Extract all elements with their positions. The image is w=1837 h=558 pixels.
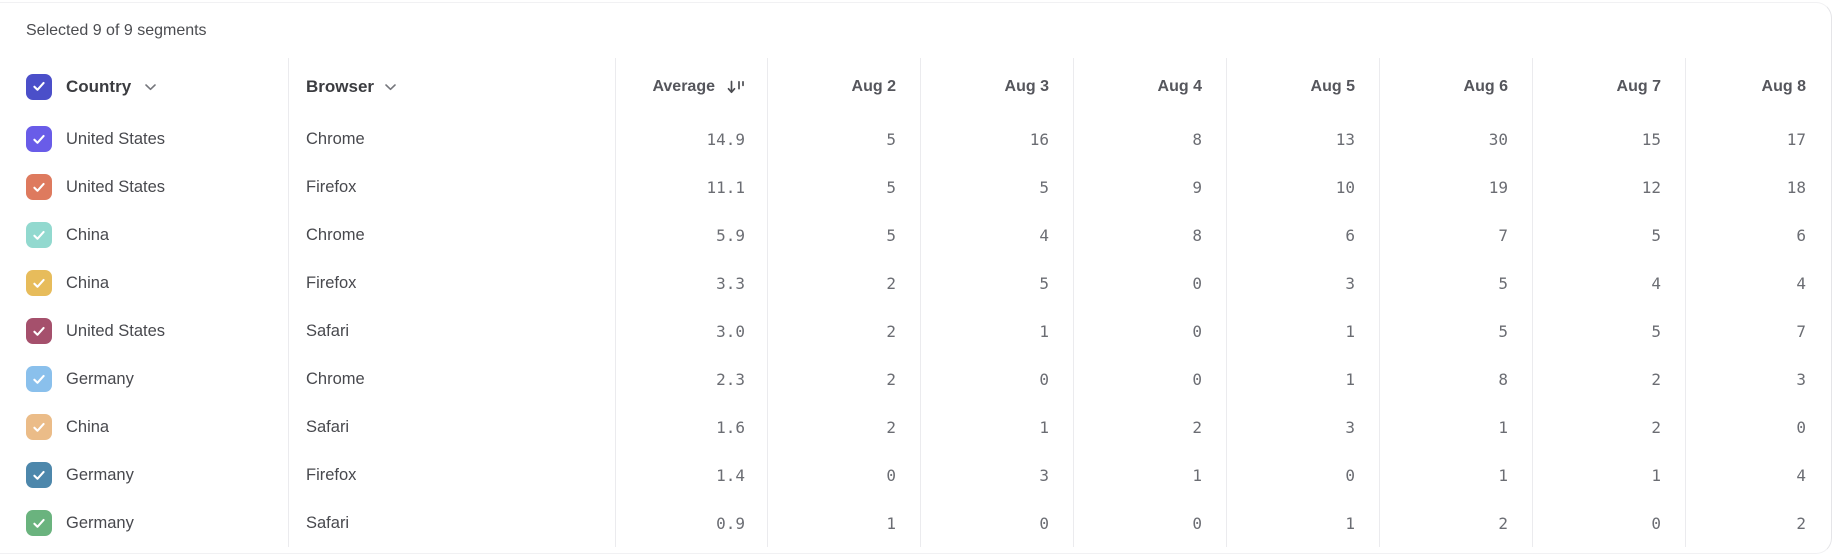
- check-icon: [32, 81, 46, 92]
- row-checkbox[interactable]: [26, 318, 52, 344]
- check-icon: [32, 182, 46, 193]
- date-header-cell: [1685, 58, 1830, 115]
- select-all-checkbox[interactable]: [26, 74, 52, 100]
- value-cell: 5: [1532, 211, 1685, 259]
- value-cell: 3: [1226, 403, 1379, 451]
- value-cell: 0: [920, 355, 1073, 403]
- check-icon: [32, 230, 46, 241]
- check-icon: [32, 518, 46, 529]
- value-cell: 1: [1379, 451, 1532, 499]
- value-cell: 0: [767, 451, 920, 499]
- value-cell: 2: [767, 403, 920, 451]
- country-cell: [0, 499, 288, 547]
- row-checkbox[interactable]: [26, 174, 52, 200]
- table-row: [0, 259, 1830, 307]
- value-cell: 2: [1532, 403, 1685, 451]
- browser-value: Safari: [306, 417, 350, 436]
- segments-table: [0, 58, 1830, 547]
- browser-cell: [288, 259, 615, 307]
- browser-cell: [288, 403, 615, 451]
- value-cell: 4: [1685, 259, 1830, 307]
- country-cell: [0, 403, 288, 451]
- value-cell: 1: [1379, 403, 1532, 451]
- date-header-cell: [920, 58, 1073, 115]
- value-cell: 1: [1226, 355, 1379, 403]
- date-column-header[interactable]: Aug 3: [1004, 77, 1049, 95]
- value-cell: 18: [1685, 163, 1830, 211]
- date-column-header[interactable]: Aug 5: [1310, 77, 1355, 95]
- browser-value: Chrome: [306, 225, 365, 244]
- browser-value: Chrome: [306, 129, 365, 148]
- browser-cell: [288, 451, 615, 499]
- table-row: [0, 499, 1830, 547]
- country-value: United States: [66, 321, 166, 340]
- browser-value: Firefox: [306, 177, 357, 196]
- average-cell: 1.6: [615, 403, 767, 451]
- date-header-cell: [767, 58, 920, 115]
- check-icon: [32, 134, 46, 145]
- value-cell: 6: [1226, 211, 1379, 259]
- chevron-down-icon: [385, 84, 396, 91]
- check-icon: [32, 470, 46, 481]
- chevron-down-icon: [145, 84, 156, 91]
- value-cell: 19: [1379, 163, 1532, 211]
- browser-value: Safari: [306, 513, 350, 532]
- table-row: [0, 211, 1830, 259]
- average-cell: 11.1: [615, 163, 767, 211]
- average-cell: 3.3: [615, 259, 767, 307]
- average-column-header[interactable]: Average: [652, 77, 715, 95]
- value-cell: 2: [767, 355, 920, 403]
- value-cell: 1: [767, 499, 920, 547]
- value-cell: 16: [920, 115, 1073, 163]
- country-value: Germany: [66, 369, 134, 388]
- average-cell: 5.9: [615, 211, 767, 259]
- value-cell: 0: [1073, 307, 1226, 355]
- average-cell: 0.9: [615, 499, 767, 547]
- average-cell: 14.9: [615, 115, 767, 163]
- value-cell: 2: [767, 307, 920, 355]
- country-value: Germany: [66, 513, 134, 532]
- value-cell: 4: [1532, 259, 1685, 307]
- table-row: [0, 115, 1830, 163]
- browser-cell: [288, 307, 615, 355]
- value-cell: 5: [767, 115, 920, 163]
- country-cell: [0, 115, 288, 163]
- country-column-header[interactable]: Country: [66, 76, 132, 96]
- check-icon: [32, 278, 46, 289]
- value-cell: 15: [1532, 115, 1685, 163]
- table-header-row: [0, 58, 1830, 115]
- table-row: [0, 403, 1830, 451]
- value-cell: 2: [1685, 499, 1830, 547]
- value-cell: 0: [1685, 403, 1830, 451]
- value-cell: 2: [1073, 403, 1226, 451]
- value-cell: 10: [1226, 163, 1379, 211]
- value-cell: 7: [1685, 307, 1830, 355]
- value-cell: 30: [1379, 115, 1532, 163]
- row-checkbox[interactable]: [26, 270, 52, 296]
- value-cell: 1: [920, 307, 1073, 355]
- value-cell: 1: [1073, 451, 1226, 499]
- value-cell: 1: [1226, 307, 1379, 355]
- country-value: United States: [66, 129, 166, 148]
- check-icon: [32, 374, 46, 385]
- value-cell: 1: [920, 403, 1073, 451]
- country-cell: [0, 307, 288, 355]
- value-cell: 8: [1073, 211, 1226, 259]
- country-value: China: [66, 417, 110, 436]
- value-cell: 13: [1226, 115, 1379, 163]
- sort-descending-icon: [727, 79, 745, 95]
- value-cell: 0: [1073, 259, 1226, 307]
- average-cell: 1.4: [615, 451, 767, 499]
- value-cell: 5: [767, 163, 920, 211]
- browser-value: Chrome: [306, 369, 365, 388]
- browser-value: Firefox: [306, 273, 357, 292]
- browser-value: Safari: [306, 321, 350, 340]
- value-cell: 3: [1226, 259, 1379, 307]
- value-cell: 5: [920, 259, 1073, 307]
- browser-cell: [288, 163, 615, 211]
- row-checkbox[interactable]: [26, 462, 52, 488]
- date-column-header[interactable]: Aug 6: [1463, 77, 1508, 95]
- row-checkbox[interactable]: [26, 366, 52, 392]
- value-cell: 3: [920, 451, 1073, 499]
- value-cell: 2: [767, 259, 920, 307]
- country-cell: [0, 211, 288, 259]
- value-cell: 6: [1685, 211, 1830, 259]
- value-cell: 0: [1532, 499, 1685, 547]
- value-cell: 2: [1532, 355, 1685, 403]
- value-cell: 1: [1226, 499, 1379, 547]
- browser-cell: [288, 211, 615, 259]
- table-row: [0, 451, 1830, 499]
- table-row: [0, 307, 1830, 355]
- value-cell: 9: [1073, 163, 1226, 211]
- country-cell: [0, 163, 288, 211]
- check-icon: [32, 326, 46, 337]
- value-cell: 4: [920, 211, 1073, 259]
- date-column-header[interactable]: Aug 2: [851, 77, 896, 95]
- value-cell: 1: [1532, 451, 1685, 499]
- value-cell: 2: [1379, 499, 1532, 547]
- value-cell: 8: [1073, 115, 1226, 163]
- value-cell: 5: [767, 211, 920, 259]
- value-cell: 5: [920, 163, 1073, 211]
- value-cell: 5: [1379, 307, 1532, 355]
- date-header-cell: [1226, 58, 1379, 115]
- value-cell: 5: [1532, 307, 1685, 355]
- value-cell: 7: [1379, 211, 1532, 259]
- date-column-header[interactable]: Aug 8: [1761, 77, 1806, 95]
- value-cell: 17: [1685, 115, 1830, 163]
- row-checkbox[interactable]: [26, 222, 52, 248]
- value-cell: 0: [1226, 451, 1379, 499]
- country-value: China: [66, 225, 110, 244]
- value-cell: 5: [1379, 259, 1532, 307]
- table-body: [0, 115, 1830, 547]
- value-cell: 12: [1532, 163, 1685, 211]
- date-column-header[interactable]: Aug 4: [1157, 77, 1202, 95]
- row-checkbox[interactable]: [26, 126, 52, 152]
- table-row: [0, 163, 1830, 211]
- value-cell: 0: [1073, 499, 1226, 547]
- value-cell: 0: [1073, 355, 1226, 403]
- table-row: [0, 355, 1830, 403]
- check-icon: [32, 422, 46, 433]
- average-header-cell: [615, 58, 767, 115]
- country-value: China: [66, 273, 110, 292]
- country-value: United States: [66, 177, 166, 196]
- date-column-header[interactable]: Aug 7: [1616, 77, 1661, 95]
- country-cell: [0, 451, 288, 499]
- country-value: Germany: [66, 465, 134, 484]
- row-checkbox[interactable]: [26, 414, 52, 440]
- date-header-cell: [1532, 58, 1685, 115]
- selection-status: Selected 9 of 9 segments: [26, 22, 207, 39]
- country-header-cell: [0, 58, 288, 115]
- browser-cell: [288, 355, 615, 403]
- segments-panel: [0, 2, 1832, 554]
- date-header-cell: [1379, 58, 1532, 115]
- value-cell: 0: [920, 499, 1073, 547]
- country-cell: [0, 259, 288, 307]
- browser-header-cell: [288, 58, 615, 115]
- value-cell: 3: [1685, 355, 1830, 403]
- value-cell: 4: [1685, 451, 1830, 499]
- browser-cell: [288, 115, 615, 163]
- country-cell: [0, 355, 288, 403]
- browser-column-header[interactable]: Browser: [306, 76, 375, 96]
- value-cell: 8: [1379, 355, 1532, 403]
- date-header-cell: [1073, 58, 1226, 115]
- average-cell: 3.0: [615, 307, 767, 355]
- browser-cell: [288, 499, 615, 547]
- browser-value: Firefox: [306, 465, 357, 484]
- row-checkbox[interactable]: [26, 510, 52, 536]
- average-cell: 2.3: [615, 355, 767, 403]
